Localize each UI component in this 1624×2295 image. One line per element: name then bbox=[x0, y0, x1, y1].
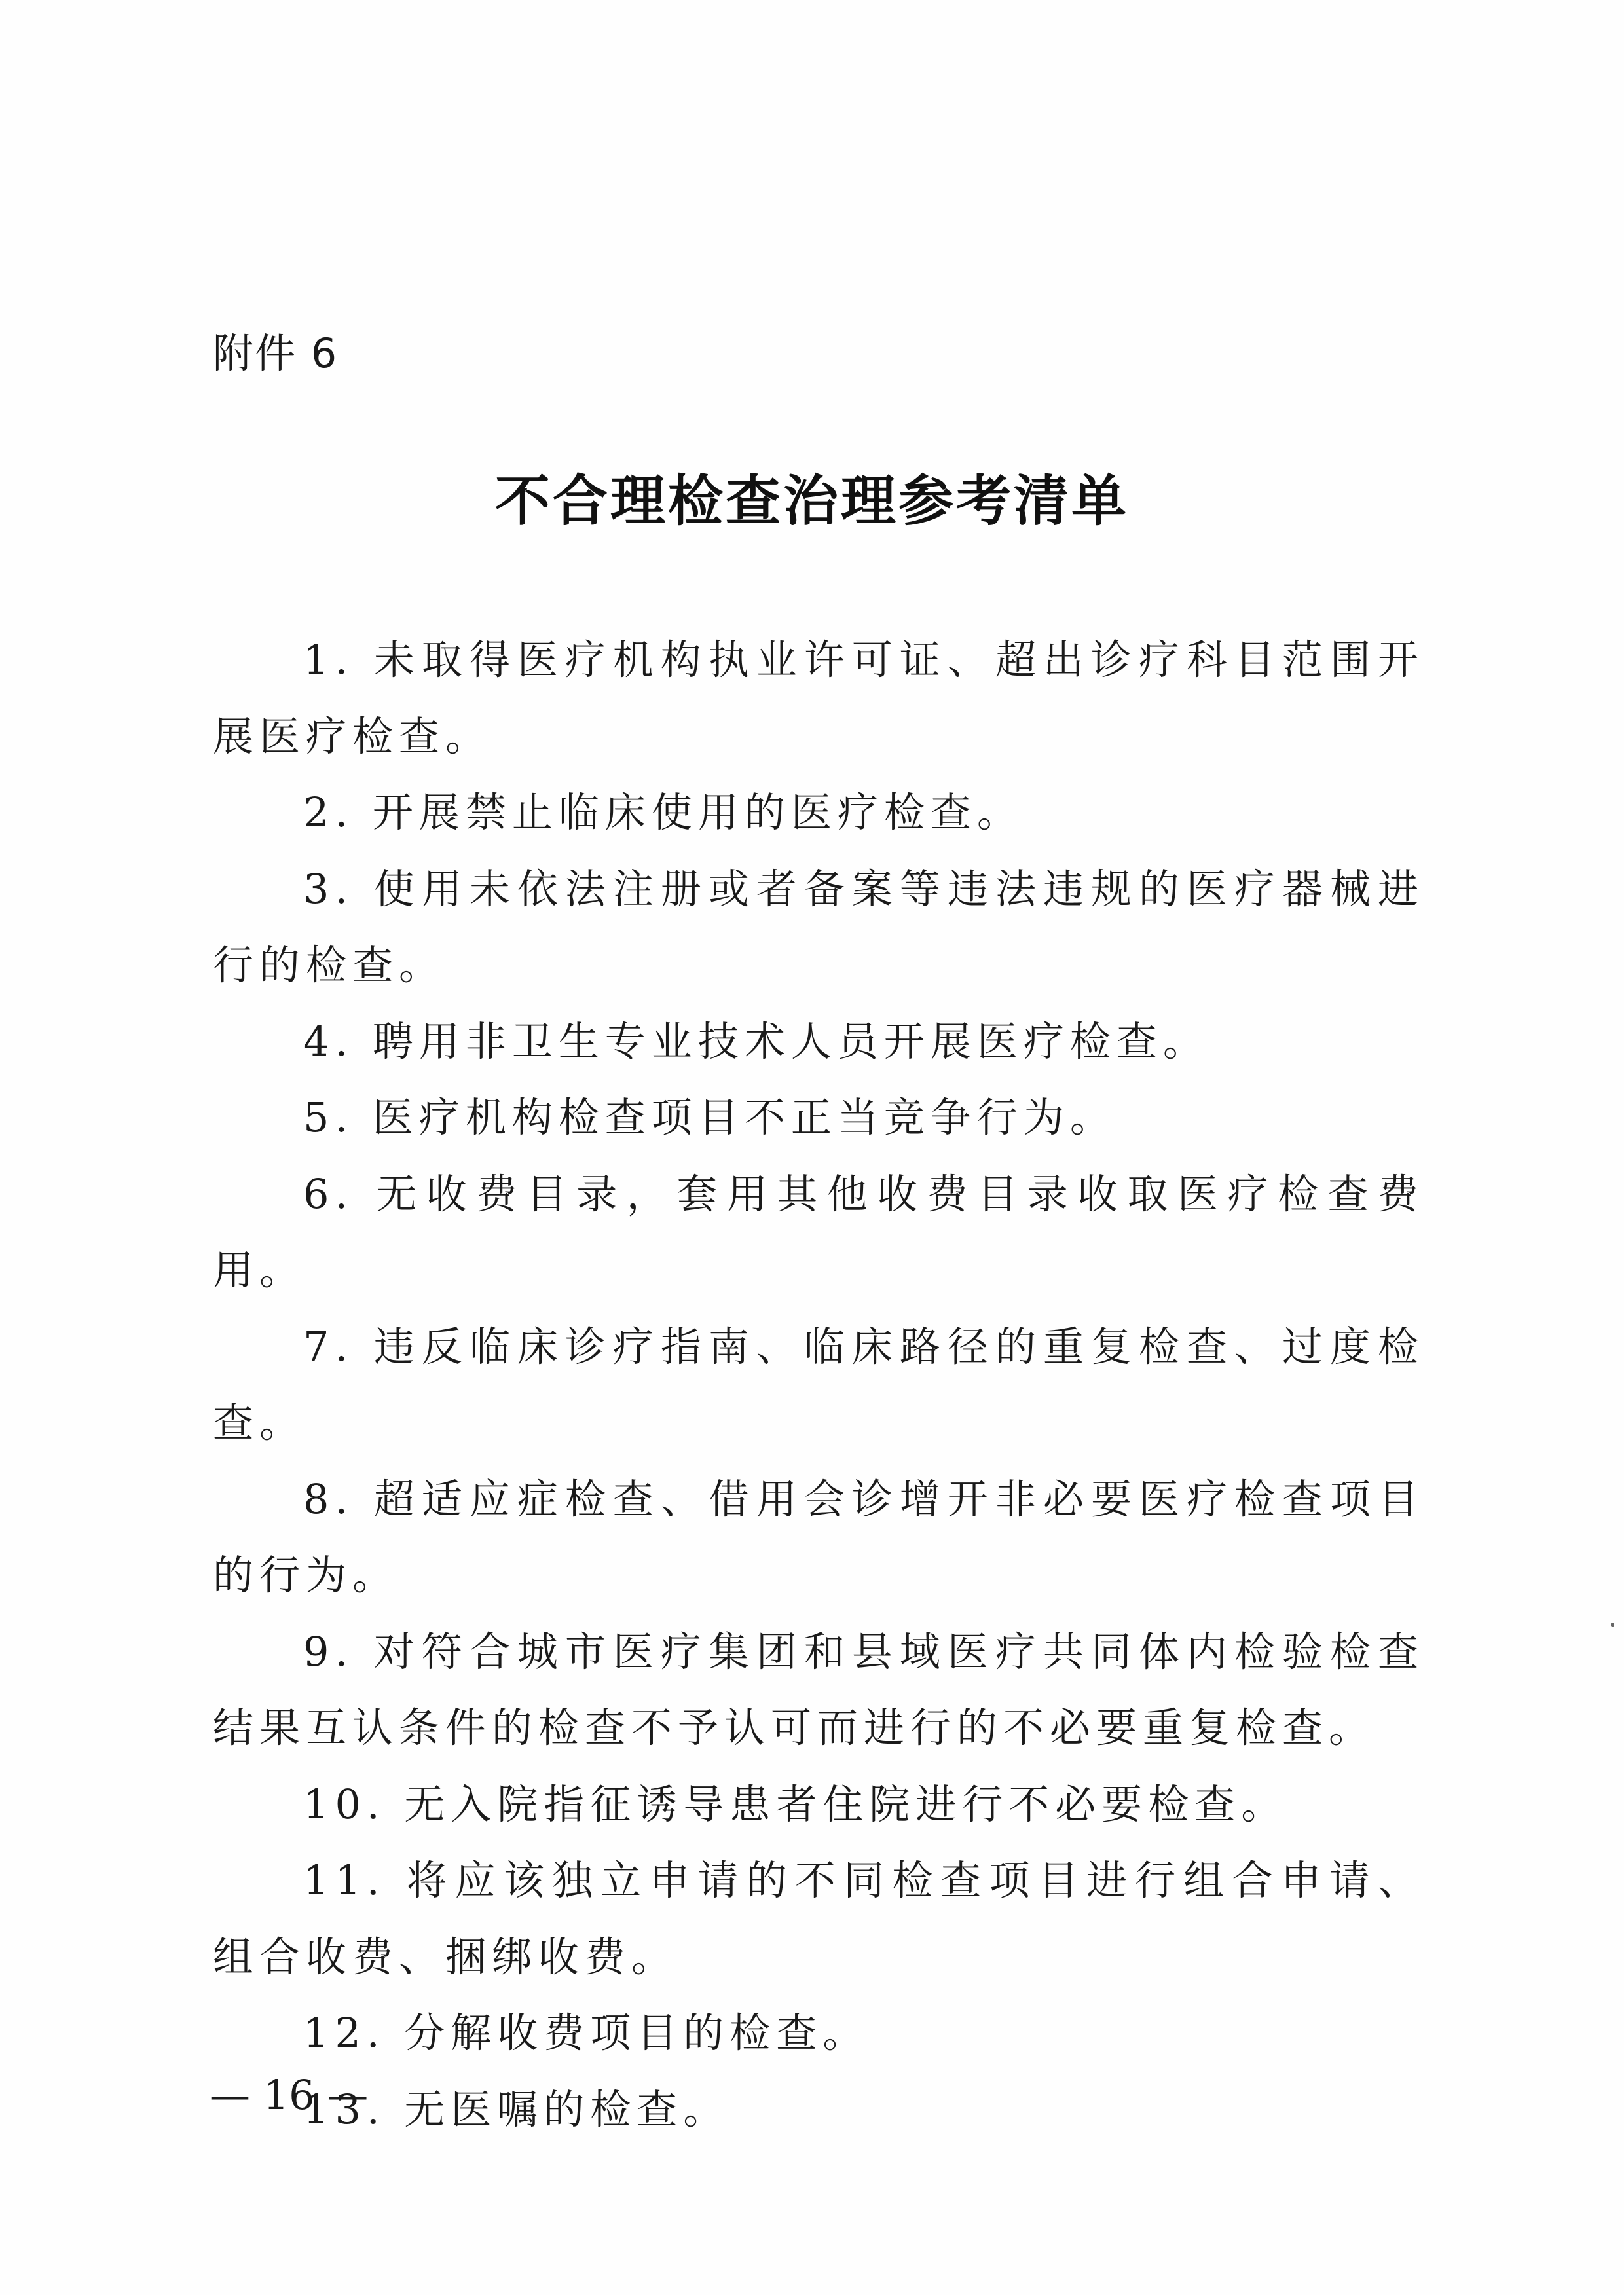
list-item: 13. 无医嘱的检查。 bbox=[303, 2085, 730, 2133]
list-item: 2. 开展禁止临床使用的医疗检查。 bbox=[303, 788, 1024, 836]
list-item: 10. 无入院指征诱导患者住院进行不必要检查。 bbox=[303, 1780, 1288, 1828]
list-item: 9. 对符合城市医疗集团和县域医疗共同体内检验检查结果互认条件的检查不予认可而进行的不必要重复检查。 bbox=[213, 1627, 1424, 1752]
page-number: — 16 — bbox=[210, 2071, 369, 2119]
list-item: 1. 未取得医疗机构执业许可证、超出诊疗科目范围开展医疗检查。 bbox=[213, 636, 1424, 760]
list-item: 5. 医疗机构检查项目不正当竞争行为。 bbox=[303, 1093, 1116, 1141]
list-item: 11. 将应该独立申请的不同检查项目进行组合申请、组合收费、捆绑收费。 bbox=[213, 1856, 1424, 1981]
document-body bbox=[213, 622, 1424, 2148]
attachment-label: 附件 6 bbox=[213, 329, 339, 377]
scan-speck bbox=[1611, 1623, 1614, 1627]
list-item: 7. 违反临床诊疗指南、临床路径的重复检查、过度检查。 bbox=[213, 1322, 1424, 1446]
list-item: 12. 分解收费项目的检查。 bbox=[303, 2009, 870, 2057]
list-item: 4. 聘用非卫生专业技术人员开展医疗检查。 bbox=[303, 1017, 1209, 1065]
list-item: 8. 超适应症检查、借用会诊增开非必要医疗检查项目的行为。 bbox=[213, 1475, 1424, 1599]
list-item: 6. 无收费目录，套用其他收费目录收取医疗检查费用。 bbox=[213, 1169, 1424, 1294]
list-item: 3. 使用未依法注册或者备案等违法违规的医疗器械进行的检查。 bbox=[213, 864, 1424, 989]
document-title: 不合理检查治理参考清单 bbox=[494, 469, 1129, 533]
